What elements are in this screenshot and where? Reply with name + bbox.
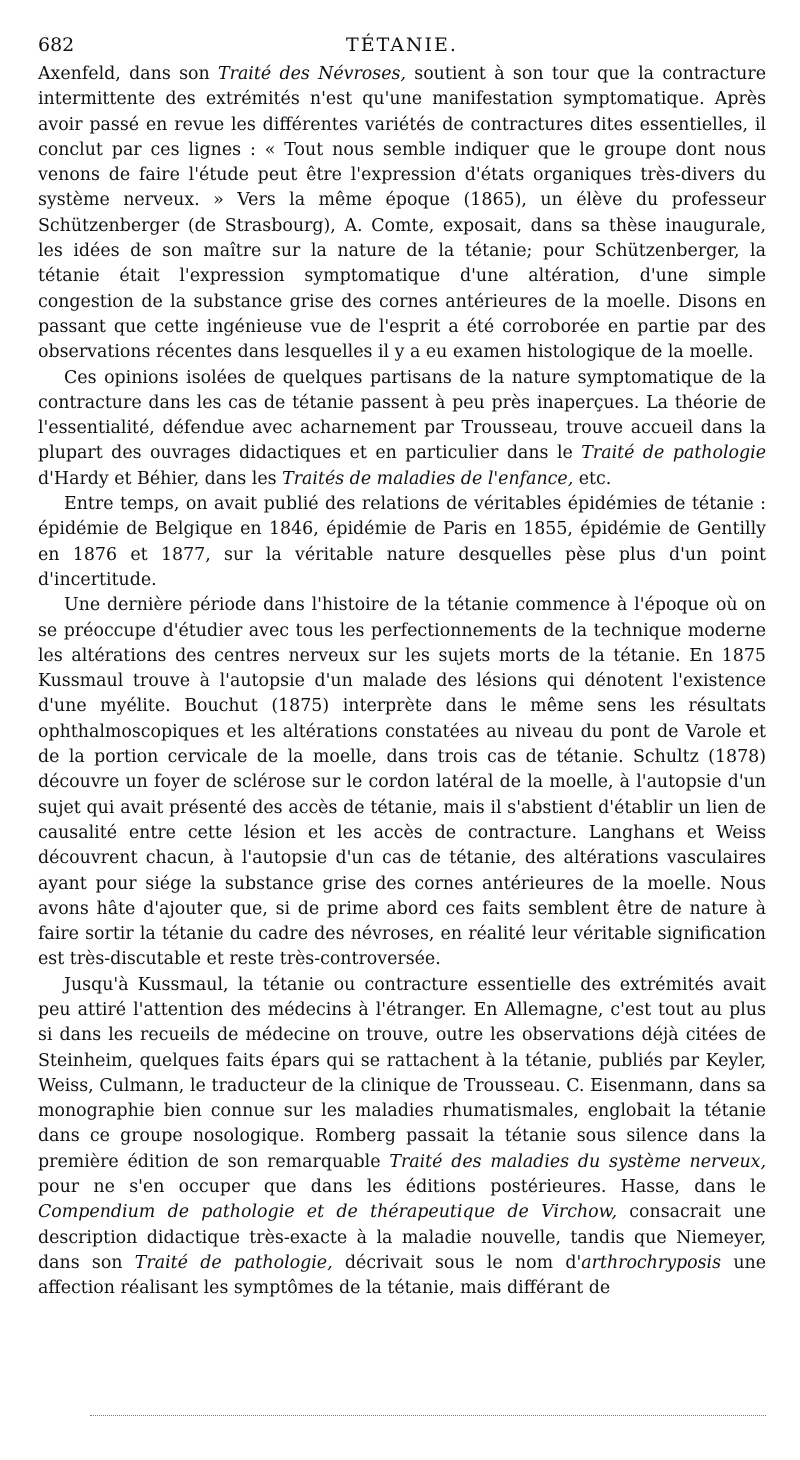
text-run: Entre temps, on avait publié des relations de véritables épidémies de tétanie : épidémie de Belgique en 1846, épidémie de Paris en 1855, épidémie de Gentilly en 1876 et 1877, sur la véritable nature desquelles pèse plus d'un point d'incertitude. [38, 494, 766, 590]
paragraph [38, 62, 766, 366]
text-run: etc. [573, 468, 612, 489]
page-header [38, 28, 766, 62]
text-run: pour ne s'en occuper que dans les éditions postérieures. Hasse, dans le [38, 1177, 766, 1198]
paragraph [38, 366, 766, 492]
text-run: Une dernière période dans l'histoire de la tétanie commence à l'époque où on se préoccupe d'étudier avec tous les perfectionnements de la technique moderne les altérations des centres nerveux sur les sujets morts de la tétanie. En 1875 Kussmaul trouve à l'autopsie d'un malade des lésions qui dénotent l'existence d'une myélite. Bouchut (1875) interprète dans le même sens les résultats ophthalmoscopiques et les altérations constatées au niveau du pont de Varole et de la portion cervicale de la moelle, dans trois cas de tétanie. Schultz (1878) découvre un foyer de sclérose sur le cordon latéral de la moelle, à l'autopsie d'un sujet qui avait présenté des accès de tétanie, mais il s'abstient d'établir un lien de causalité entre cette lésion et les accès de contracture. Langhans et Weiss découvrent chacun, à l'autopsie d'un cas de tétanie, des altérations vasculaires ayant pour siége la substance grise des cornes antérieures de la moelle. Nous avons hâte d'ajouter que, si de prime abord ces faits semblent être de nature à faire sortir la tétanie du cadre des névroses, en réalité leur véritable signification est très-discutable et reste très-controversée. [38, 595, 766, 970]
italic-text: Traité des Névroses, [218, 64, 406, 84]
text-run: Ces opinions isolées de quelques partisans de la nature symptomatique de la contracture dans les cas de tétanie passent à peu près inaperçues. La théorie de l'essentialité, défendue avec acharnement par Trousseau, trouve accueil dans la plupart des ouvrages didactiques et en particulier dans le [38, 367, 766, 464]
text-run: décrivait sous le nom d' [332, 1252, 582, 1273]
italic-text: Traités de maladies de l'enfance, [282, 468, 574, 489]
text-run: Jusqu'à Kussmaul, la tétanie ou contracture essentielle des extrémités avait peu attiré l'attention des médecins à l'étranger. En Allemagne, c'est tout au plus si dans les recueils de médecine on trouve, outre les observations déjà citées de Steinheim, quelques faits épars qui se rattachent à la tétanie, publiés par Keyler, Weiss, Culmann, le traducteur de la clinique de Trousseau. C. Eisenmann, dans sa monographie bien connue sur les maladies rhumatismales, englobait la tétanie dans ce groupe nosologique. Romberg passait la tétanie sous silence dans la première édition de son remarquable [38, 974, 766, 1172]
page-number: 682 [38, 34, 75, 56]
italic-text: Traité des maladies du système nerveux, [389, 1151, 766, 1172]
text-run: consacrait une description didactique très-exacte à la maladie nouvelle, tandis que Niemeyer, dans son [38, 1202, 766, 1273]
paragraph [38, 593, 766, 972]
italic-text: Traité de pathologie [581, 443, 766, 464]
paragraph [38, 492, 766, 593]
text-run: soutient à son tour que la contracture intermittente des extrémités n'est qu'une manifestation symptomatique. Après avoir passé en revue les différentes variétés de contractures dites essentielles, il conclut par ces lignes : « Tout nous semble indiquer que le groupe dont nous venons de faire l'étude peut être l'expression d'états organiques très-divers du système nerveux. » Vers la même époque (1865), un élève du professeur Schützenberger (de Strasbourg), A. Comte, exposait, dans sa thèse inaugurale, les idées de son maître sur la nature de la tétanie; pour Schützenberger, la tétanie était l'expression symptomatique d'une altération, d'une simple congestion de la substance grise des cornes antérieures de la moelle. Disons en passant que cette ingénieuse vue de l'esprit a été corroborée en partie par des observations récentes dans lesquelles il y a eu examen histologique de la moelle. [38, 64, 766, 363]
text-run: d'Hardy et Béhier, dans les [38, 468, 283, 489]
italic-text: Compendium de pathologie et de thérapeutique de Virchow, [38, 1202, 617, 1223]
italic-text: arthrochryposis [581, 1252, 722, 1273]
italic-text: Traité de pathologie, [134, 1252, 333, 1273]
paragraph [38, 973, 766, 1302]
running-title: TÉTANIE. [346, 34, 458, 56]
text-run: Axenfeld, dans son [38, 64, 219, 84]
text-run: une affection réalisant les symptômes de la tétanie, mais différant de [38, 1252, 767, 1299]
footer-dotted-rule [90, 1415, 766, 1416]
body-text [38, 62, 766, 1302]
